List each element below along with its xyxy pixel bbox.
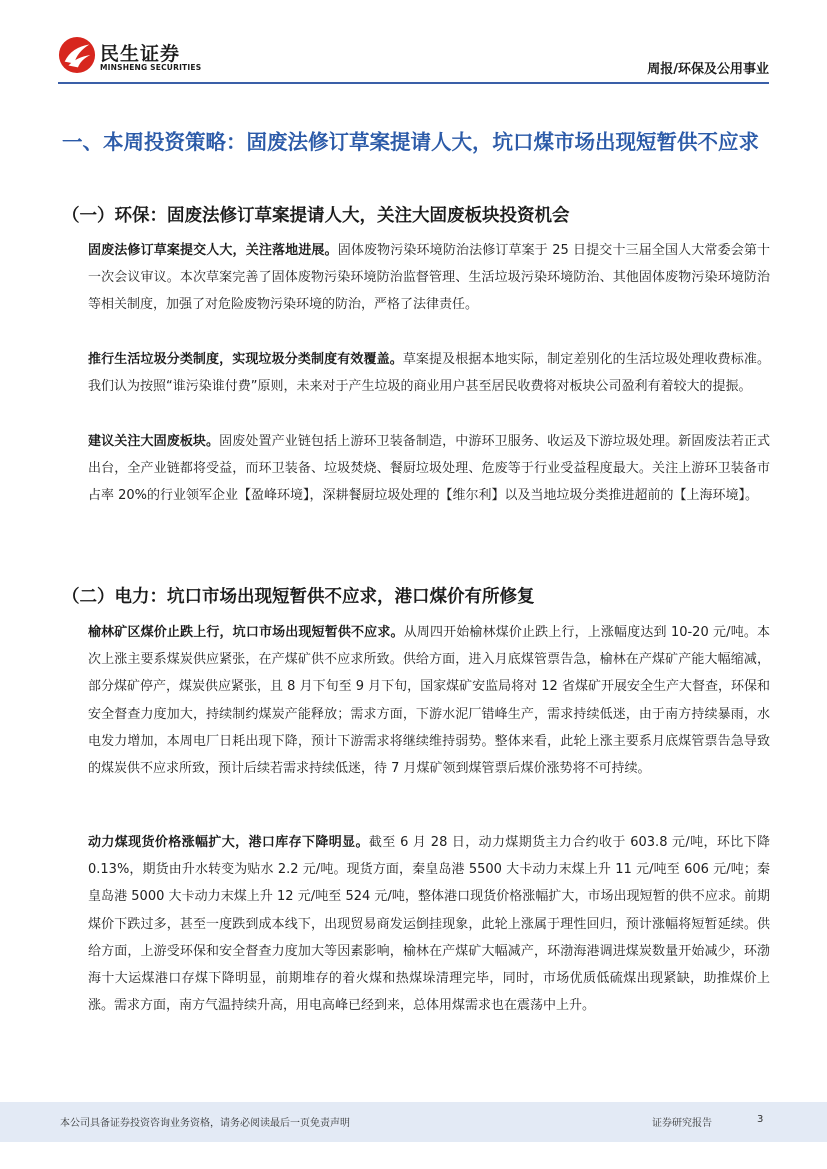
page-footer (0, 1102, 827, 1142)
subsection-title-environment: （一）环保：固废法修订草案提请人大，关注大固废板块投资机会 (62, 206, 570, 226)
page-header (0, 0, 827, 84)
paragraph (88, 428, 770, 510)
footer-report-label: 证券研究报告 (652, 1118, 712, 1129)
section-title: 一、本周投资策略：固废法修订草案提请人大，坑口煤市场出现短暂供不应求 (62, 130, 759, 154)
paragraph-body: 截至 6 月 28 日，动力煤期货主力合约收于 603.8 元/吨，环比下降 0.13%，期货由升水转变为贴水 2.2 元/吨。现货方面，秦皇岛港 5500 大卡动力末煤上升 11 元/吨至 606 元/吨；秦皇岛港 5000 大卡动力末煤上升 12 元/吨至 524 元/吨，整体港口现货价格涨幅扩大，市场出现短暂的供不应求。前期煤价下跌过多，甚至一度跌到成本线下，出现贸易商发运倒挂现象，此轮上涨属于理性回归，预计涨幅将短暂延续。供给方面，上游受环保和安全督查力度加大等因素影响，榆林在产煤矿大幅减产，环渤海港调进煤炭数量开始减少，环渤海十大运煤港口存煤下降明显，前期堆存的着火煤和热煤垛清理完毕，同时，市场优质低硫煤出现紧缺，助推煤价上涨。需求方面，南方气温持续升高，用电高峰已经到来，总体用煤需求也在震荡中上升。 (88, 835, 770, 1014)
paragraph (88, 346, 770, 400)
paragraph-lead: 动力煤现货价格涨幅扩大，港口库存下降明显。 (88, 835, 369, 850)
header-divider (58, 82, 769, 84)
paragraph (88, 829, 770, 1019)
paragraph-lead: 固废法修订草案提交人大，关注落地进展。 (88, 243, 338, 258)
paragraph-body: 固废处置产业链包括上游环卫装备制造，中游环卫服务、收运及下游垃圾处理。新固废法若正式出台，全产业链都将受益，而环卫装备、垃圾焚烧、餐厨垃圾处理、危废等于行业受益程度最大。关注上游环卫装备市占率 20%的行业领军企业【盈峰环境】，深耕餐厨垃圾处理的【维尔利】以及当地垃圾分类推进超前的【上海环境】。 (88, 434, 770, 504)
report-type: 周报/环保及公用事业 (647, 62, 769, 77)
paragraph-lead: 推行生活垃圾分类制度，实现垃圾分类制度有效覆盖。 (88, 352, 403, 367)
minsheng-logo-icon (58, 36, 96, 74)
paragraph (88, 237, 770, 319)
subsection-title-power: （二）电力：坑口市场出现短暂供不应求，港口煤价有所修复 (62, 587, 535, 607)
footer-disclaimer: 本公司具备证券投资咨询业务资格，请务必阅读最后一页免责声明 (60, 1118, 350, 1129)
paragraph-body: 固体废物污染环境防治法修订草案于 25 日提交十三届全国人大常委会第十一次会议审议。本次草案完善了固体废物污染环境防治监督管理、生活垃圾污染环境防治、其他固体废物污染环境防治等相关制度，加强了对危险废物污染环境的防治，严格了法律责任。 (88, 243, 770, 313)
logo-chinese-name: 民生证券 (100, 43, 181, 65)
page-number: 3 (757, 1114, 764, 1125)
logo-english-name: MINSHENG SECURITIES (100, 63, 202, 72)
paragraph-lead: 榆林矿区煤价止跌上行，坑口市场出现短暂供不应求。 (88, 625, 404, 640)
paragraph-body: 从周四开始榆林煤价止跌上行，上涨幅度达到 10-20 元/吨。本次上涨主要系煤炭供应紧张，在产煤矿供不应求所致。供给方面，进入月底煤管票告急，榆林在产煤矿产能大幅缩减，部分煤矿停产，煤炭供应紧张，且 8 月下旬至 9 月下旬，国家煤矿安监局将对 12 省煤矿开展安全生产大督查，环保和安全督查力度加大，持续制约煤炭产能释放；需求方面，下游水泥厂错峰生产，需求持续低迷，由于南方持续暴雨，水电发力增加，本周电厂日耗出现下降，预计下游需求将继续维持弱势。整体来看，此轮上涨主要系月底煤管票告急导致的煤炭供不应求所致，预计后续若需求持续低迷，待 7 月煤矿领到煤管票后煤价涨势将不可持续。 (88, 625, 770, 777)
company-logo (58, 36, 228, 78)
paragraph (88, 619, 770, 782)
paragraph-body: 草案提及根据本地实际，制定差别化的生活垃圾处理收费标准。我们认为按照“谁污染谁付费”原则，未来对于产生垃圾的商业用户甚至居民收费将对板块公司盈利有着较大的提振。 (88, 352, 770, 395)
paragraph-lead: 建议关注大固废板块。 (88, 434, 220, 449)
